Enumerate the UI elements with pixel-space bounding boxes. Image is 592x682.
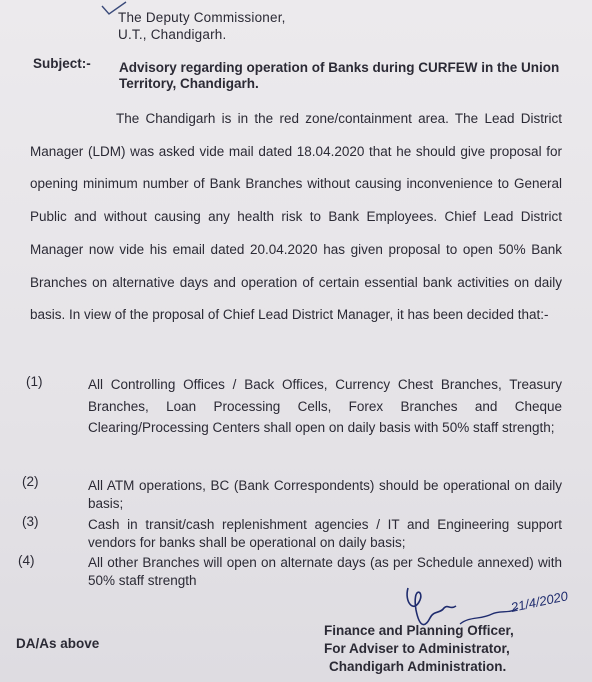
signature-line-1: Finance and Planning Officer, (324, 623, 514, 638)
addressee-line-1: The Deputy Commissioner, (118, 10, 286, 25)
item-3-text: Cash in transit/cash replenishment agencies / IT and Engineering support vendors for banks shall be operational on daily basis; (88, 517, 562, 550)
signature-line-3: Chandigarh Administration. (329, 659, 507, 674)
item-4-number: (4) (18, 553, 35, 568)
item-1-number: (1) (26, 374, 43, 389)
subject-label: Subject:- (33, 56, 91, 71)
addressee-line-2: U.T., Chandigarh. (118, 27, 227, 42)
signature-line-2: For Adviser to Administrator, (324, 641, 510, 656)
handwritten-signature (400, 580, 590, 650)
item-3-number: (3) (22, 514, 39, 529)
item-2-text: All ATM operations, BC (Bank Correspondents) should be operational on daily basis; (88, 478, 562, 511)
subject-text: Advisory regarding operation of Banks during CURFEW in the Union Territory, Chandigarh. (119, 60, 560, 91)
item-4-text: All other Branches will open on alternate days (as per Schedule annexed) with 50% staff strength (88, 555, 562, 588)
body-paragraph (30, 103, 562, 332)
enclosure-note: DA/As above (16, 636, 100, 651)
item-2-number: (2) (22, 474, 39, 489)
body-paragraph-text: The Chandigarh is in the red zone/containment area. The Lead District Manager (LDM) was asked vide mail dated 18.04.2020 that he should give proposal for opening minimum number of Bank Branches without causing inconvenience to General Public and without causing any health risk to Bank Employees. Chief Lead District Manager now vide his email dated 20.04.2020 has given proposal to open 50% Bank Branches on alternative days and operation of certain essential bank activities on daily basis. In view of the proposal of Chief Lead District Manager, it has been decided that:- (30, 111, 562, 323)
item-1-text: All Controlling Offices / Back Offices, Currency Chest Branches, Treasury Branches, Loan Processing Cells, Forex Branches and Cheque Clearing/Processing Centers shall open on daily basis with 50% staff strength; (88, 377, 562, 435)
handwritten-date: 21/4/2020 (509, 588, 570, 615)
